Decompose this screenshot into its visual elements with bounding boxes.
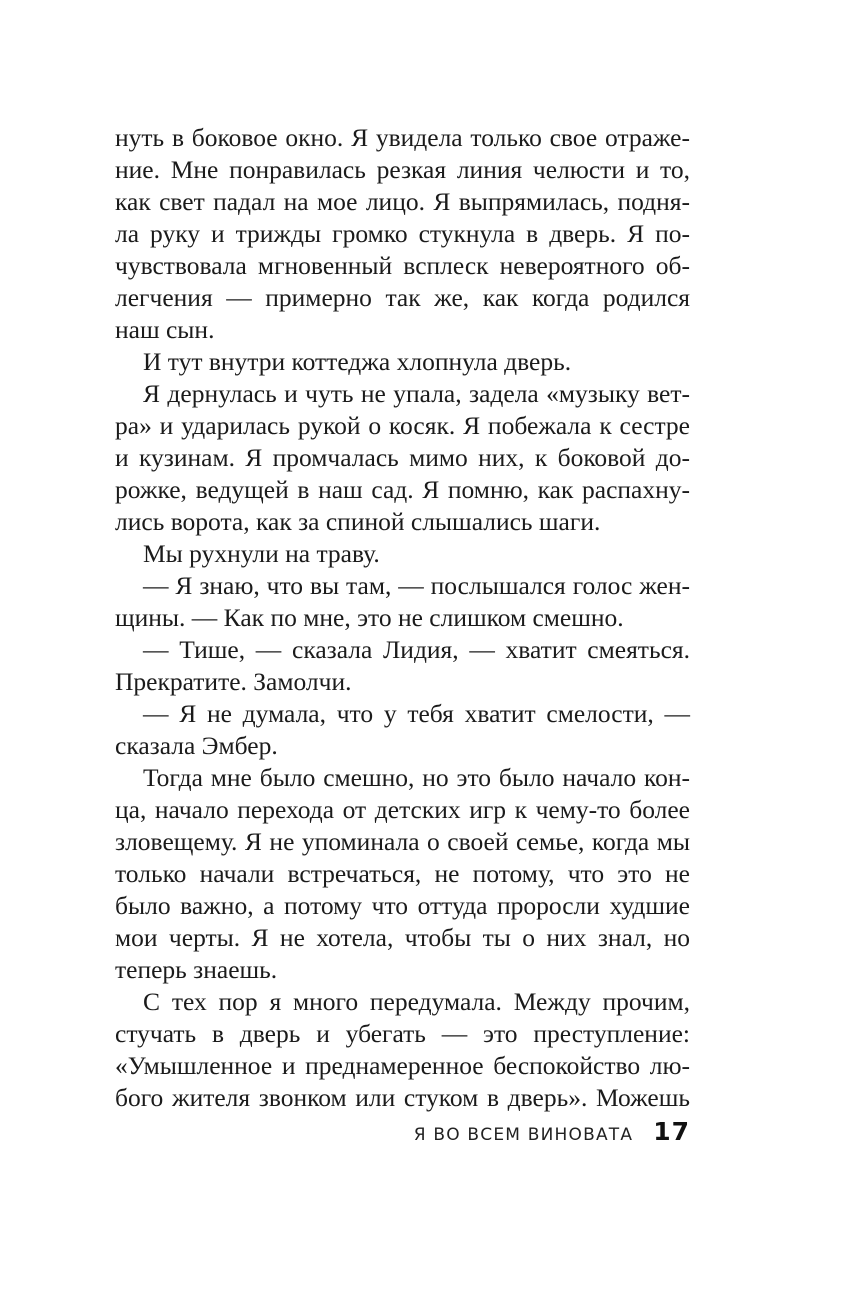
text-line: зловещему. Я не упоминала о своей семье, когда мы <box>115 827 690 856</box>
text-line: ра» и ударилась рукой о косяк. Я побежала к сестре <box>115 411 690 440</box>
text-line: Тогда мне было смешно, но это было начало кон- <box>143 763 690 792</box>
text-line: И тут внутри коттеджа хлопнула дверь. <box>143 347 572 376</box>
text-line: было важно, а потому что оттуда проросли худшие <box>115 891 690 920</box>
text-line: нуть в боковое окно. Я увидела только свое отраже- <box>115 123 690 152</box>
text-line: — Я знаю, что вы там, — послышался голос жен- <box>143 571 690 600</box>
text-line: Мы рухнули на траву. <box>143 539 380 568</box>
text-line: теперь знаешь. <box>115 955 278 984</box>
page-footer <box>115 1117 690 1157</box>
text-line: как свет падал на мое лицо. Я выпрямилась, подня- <box>115 187 690 216</box>
text-line: стучать в дверь и убегать — это преступление: <box>115 1019 690 1048</box>
body-text <box>115 122 690 1114</box>
page-number: 17 <box>653 1117 690 1146</box>
text-line: Прекратите. Замолчи. <box>115 667 352 696</box>
text-line: «Умышленное и преднамеренное беспокойство лю- <box>115 1051 690 1080</box>
text-line: Я дернулась и чуть не упала, задела «музыку вет- <box>143 379 690 408</box>
text-line: и кузинам. Я промчалась мимо них, к боковой до- <box>115 443 690 472</box>
text-line: чувствовала мгновенный всплеск невероятного об- <box>115 251 690 280</box>
text-line: только начали встречаться, не потому, что это не <box>115 859 690 888</box>
text-line: щины. — Как по мне, это не слишком смешно. <box>115 603 624 632</box>
text-line: ла руку и трижды громко стукнула в дверь. Я по- <box>115 219 690 248</box>
running-title: Я ВО ВСЕМ ВИНОВАТА <box>413 1125 634 1145</box>
text-line: мои черты. Я не хотела, чтобы ты о них знал, но <box>115 923 690 952</box>
text-line: бого жителя звонком или стуком в дверь». Можешь <box>115 1083 690 1112</box>
text-line: сказала Эмбер. <box>115 731 278 760</box>
text-line: рожке, ведущей в наш сад. Я помню, как распахну- <box>115 475 690 504</box>
text-line: — Я не думала, что у тебя хватит смелости, — <box>143 699 690 728</box>
text-line: ца, начало перехода от детских игр к чему-то более <box>115 795 690 824</box>
text-line: — Тише, — сказала Лидия, — хватит смеяться. <box>143 635 690 664</box>
text-line: лись ворота, как за спиной слышались шаги. <box>115 507 601 536</box>
text-line: С тех пор я много передумала. Между прочим, <box>143 987 690 1016</box>
text-line: легчения — примерно так же, как когда родился <box>115 283 690 312</box>
text-line: ние. Мне понравилась резкая линия челюсти и то, <box>115 155 690 184</box>
text-line: наш сын. <box>115 315 215 344</box>
